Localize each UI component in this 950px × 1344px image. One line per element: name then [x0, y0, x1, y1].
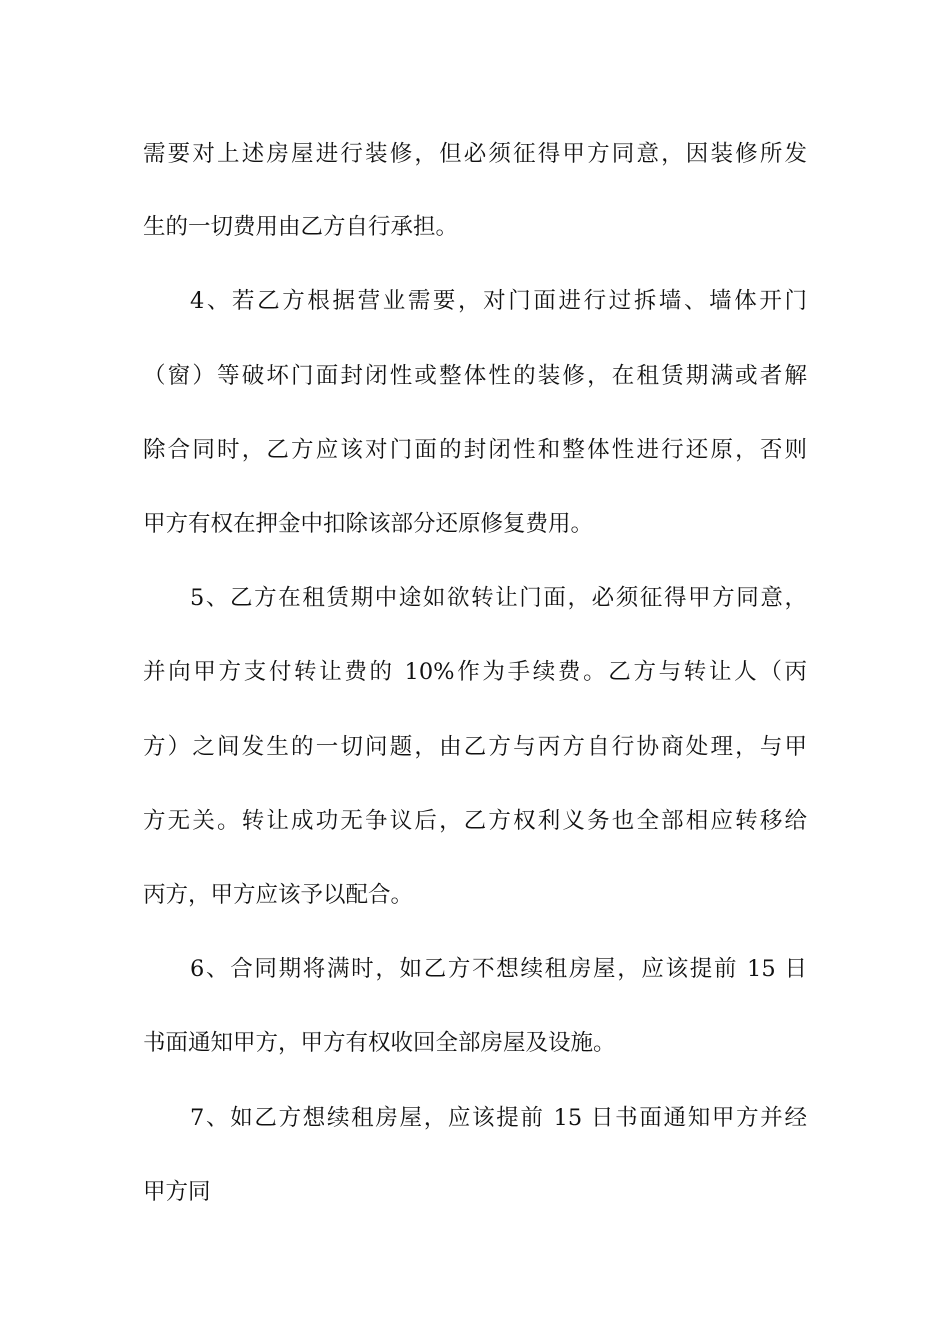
text-line: 方）之间发生的一切问题，由乙方与丙方自行协商处理，与甲 — [143, 734, 807, 760]
text-line: 丙方，甲方应该予以配合。 — [143, 882, 414, 908]
text-line: 5、乙方在租赁期中途如欲转让门面，必须征得甲方同意， — [190, 585, 807, 611]
text-line: 6、合同期将满时，如乙方不想续租房屋，应该提前 15 日 — [190, 956, 807, 982]
text-line: （窗）等破坏门面封闭性或整体性的装修，在租赁期满或者解 — [143, 363, 807, 389]
text-line: 4、若乙方根据营业需要，对门面进行过拆墙、墙体开门 — [190, 288, 807, 314]
text-line: 需要对上述房屋进行装修，但必须征得甲方同意，因装修所发 — [143, 141, 807, 167]
text-line: 生的一切费用由乙方自行承担。 — [143, 214, 459, 240]
text-line: 甲方有权在押金中扣除该部分还原修复费用。 — [143, 511, 594, 537]
text-line: 甲方同 — [143, 1179, 211, 1205]
text-line: 书面通知甲方，甲方有权收回全部房屋及设施。 — [143, 1030, 616, 1056]
text-line: 除合同时，乙方应该对门面的封闭性和整体性进行还原，否则 — [143, 437, 807, 463]
text-line: 并向甲方支付转让费的 10%作为手续费。乙方与转让人（丙 — [143, 659, 807, 685]
text-line: 方无关。转让成功无争议后，乙方权利义务也全部相应转移给 — [143, 808, 807, 834]
text-line: 7、如乙方想续租房屋，应该提前 15 日书面通知甲方并经 — [190, 1105, 807, 1131]
